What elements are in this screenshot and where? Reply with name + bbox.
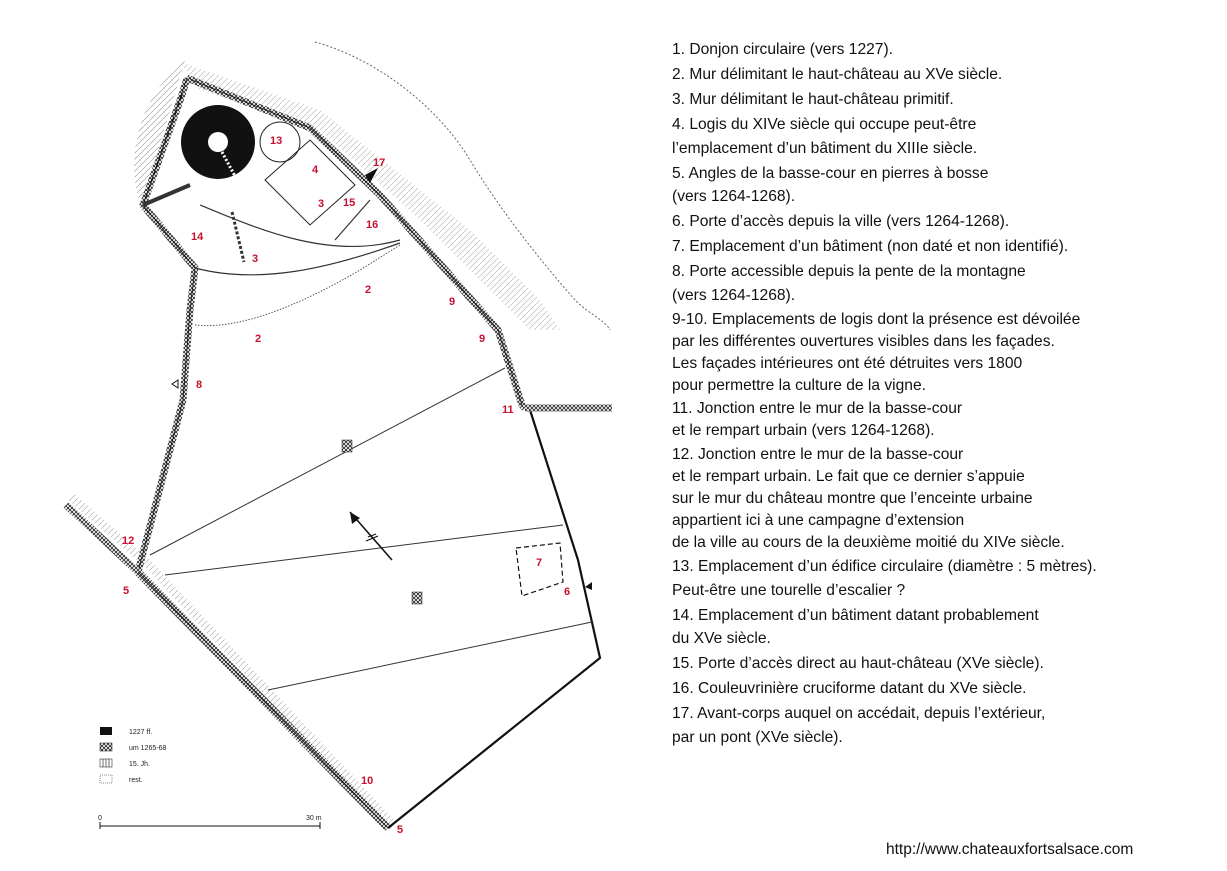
legend-item: 2. Mur délimitant le haut-château au XVe siècle.: [672, 66, 1003, 83]
label-9b: 9: [479, 333, 486, 345]
label-10: 10: [361, 775, 374, 787]
scale-end: 30 m: [306, 815, 322, 822]
label-3b: 3: [252, 253, 259, 265]
legend-item: 11. Jonction entre le mur de la basse-cour et le rempart urbain (vers 1264-1268).: [672, 400, 963, 439]
label-12: 12: [122, 535, 135, 547]
legend-item: 14. Emplacement d’un bâtiment datant probablement du XVe siècle.: [672, 606, 1039, 647]
legend-item: 17. Avant-corps auquel on accédait, depuis l’extérieur, par un pont (XVe siècle).: [672, 705, 1046, 746]
label-5a: 5: [123, 585, 130, 597]
label-7: 7: [536, 557, 543, 569]
label-5b: 5: [397, 824, 404, 836]
legend-item: 4. Logis du XIVe siècle qui occupe peut-être l’emplacement d’un bâtiment du XIIIe siècle.: [672, 116, 978, 157]
upper-castle: [181, 105, 400, 275]
legend-item: 15. Porte d’accès direct au haut-château (XVe siècle).: [672, 655, 1044, 672]
scale-start: 0: [98, 815, 102, 822]
legend-item: 13. Emplacement d’un édifice circulaire (diamètre : 5 mètres). Peut-être une tourelle d’escalier ?: [672, 558, 1097, 599]
legend-item: 9-10. Emplacements de logis dont la présence est dévoilée par les différentes ouvertures visibles dans les façades. Les façades intérieures ont été détruites vers 1800 pour permettre la culture de la vigne.: [672, 310, 1081, 394]
key-15jh: 15. Jh.: [129, 761, 151, 768]
label-17: 17: [373, 157, 386, 169]
label-9a: 9: [449, 296, 456, 308]
legend-item: 7. Emplacement d’un bâtiment (non daté et non identifié).: [672, 238, 1069, 255]
legend-list: [672, 38, 1217, 751]
key-1227: 1227 ff.: [129, 729, 153, 736]
label-11: 11: [502, 404, 514, 416]
source-url: http://www.chateauxfortsalsace.com: [886, 841, 1134, 858]
legend-item: 5. Angles de la basse-cour en pierres à bosse (vers 1264-1268).: [672, 164, 989, 205]
label-1: 1: [214, 138, 220, 149]
legend-item: 3. Mur délimitant le haut-château primitif.: [672, 91, 954, 108]
legend-item: 16. Couleuvrinière cruciforme datant du XVe siècle.: [672, 680, 1027, 697]
label-8: 8: [196, 379, 203, 391]
label-14: 14: [191, 231, 204, 243]
scale-bar: [98, 815, 322, 829]
label-13: 13: [270, 135, 283, 147]
legend-item: 8. Porte accessible depuis la pente de la montagne (vers 1264-1268).: [672, 263, 1026, 304]
label-4: 4: [312, 164, 319, 176]
label-3a: 3: [318, 198, 325, 210]
key-1265: um 1265-68: [129, 745, 167, 752]
label-16: 16: [366, 219, 379, 231]
legend-item: 12. Jonction entre le mur de la basse-cour et le rempart urbain. Le fait que ce dernier s’appuie sur le mur du château montre que l’enceinte urbaine appartient ici à une campagne d’extension de la ville au cours de la deuxième moitié du XIVe siècle.: [672, 445, 1065, 551]
legend-item: 6. Porte d’accès depuis la ville (vers 1264-1268).: [672, 213, 1010, 230]
enclosure-walls: [66, 78, 612, 828]
label-6: 6: [564, 586, 571, 598]
label-15: 15: [343, 197, 356, 209]
plan-labels: [122, 135, 570, 836]
legend-item: 1. Donjon circulaire (vers 1227).: [672, 41, 894, 58]
label-2b: 2: [255, 333, 262, 345]
key-rest: rest.: [129, 777, 143, 784]
wall-date-key: [100, 727, 166, 784]
label-2a: 2: [365, 284, 372, 296]
